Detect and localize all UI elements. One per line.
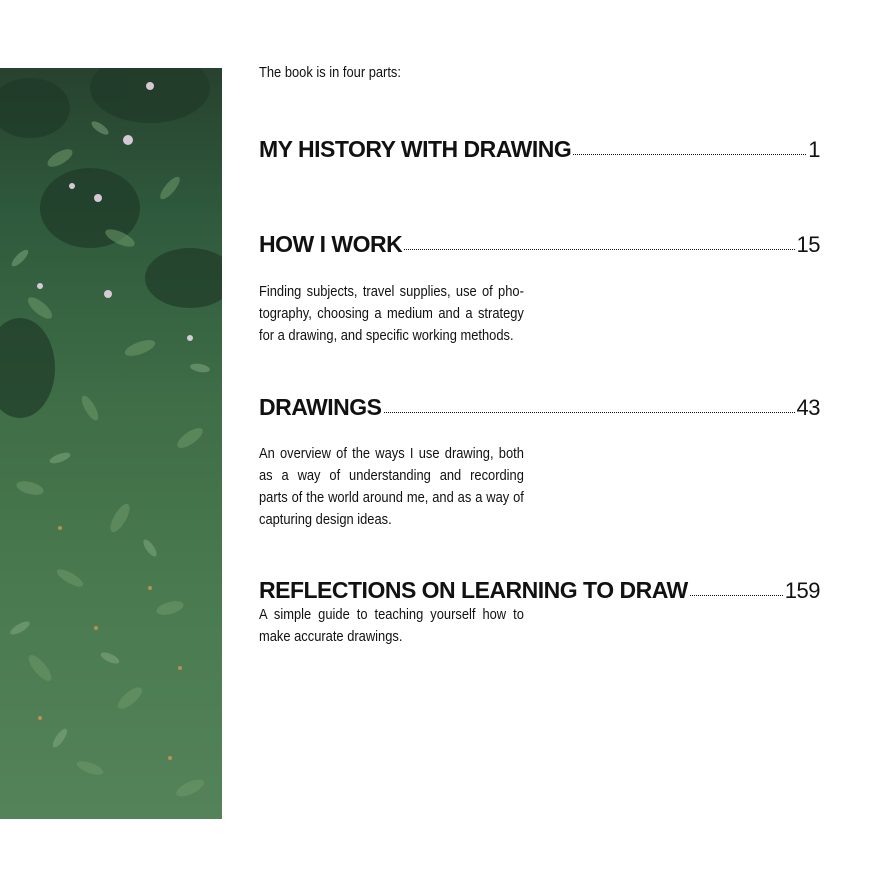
toc-title: DRAWINGS xyxy=(259,394,382,420)
part-description: A simple guide to teaching yourself how to make accurate drawings. xyxy=(259,606,524,645)
foliage-photograph xyxy=(0,68,222,819)
toc-title: REFLECTIONS ON LEARNING TO DRAW xyxy=(259,577,688,603)
toc-page-number: 159 xyxy=(784,578,820,603)
dot-leader xyxy=(404,249,794,250)
toc-page-number: 15 xyxy=(796,232,820,257)
dot-leader xyxy=(384,412,795,413)
part-description: An overview of the ways I use drawing, both as a way of understanding and recording parts of the world around me, and as a way of capturing design ideas. xyxy=(259,445,524,528)
toc-title: MY HISTORY WITH DRAWING xyxy=(259,136,572,162)
toc-entry-reflections[interactable] xyxy=(259,577,820,604)
toc-title: HOW I WORK xyxy=(259,231,403,257)
part-description: Finding subjects, travel supplies, use of pho-tography, choosing a medium and a strategy for a drawing, and specific working methods. xyxy=(259,283,524,344)
toc-page-number: 1 xyxy=(808,137,820,162)
toc-page-number: 43 xyxy=(796,395,820,420)
dot-leader xyxy=(690,595,783,596)
intro-text: The book is in four parts: xyxy=(259,64,401,81)
toc-entry-my-history[interactable] xyxy=(259,136,820,163)
dot-leader xyxy=(573,154,806,155)
toc-entry-drawings[interactable] xyxy=(259,394,820,421)
toc-entry-how-i-work[interactable] xyxy=(259,231,820,258)
